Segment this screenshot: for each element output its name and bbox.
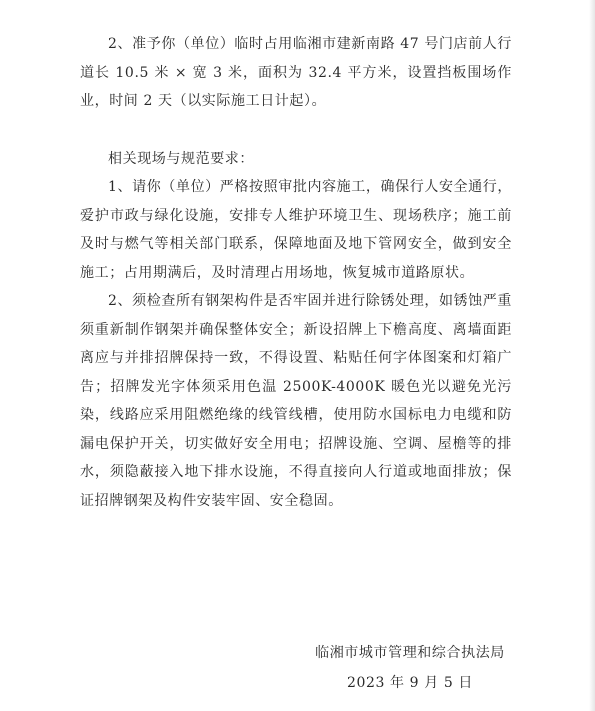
paragraph-spacer [80, 116, 512, 145]
permit-paragraph: 2、准予你（单位）临时占用临湘市建新南路 47 号门店前人行道长 10.5 米 × 宽 3 米，面积为 32.4 平方米，设置挡板围场作业，时间 2 天（以实际施工日计起）。 [80, 36, 512, 109]
issue-date: 2023 年 9 月 5 日 [346, 675, 474, 691]
requirement-item-1: 1、请你（单位）严格按照审批内容施工，确保行人安全通行，爱护市政与绿化设施，安排专人维护环境卫生、现场秩序；施工前及时与燃气等相关部门联系，保障地面及地下管网安全，做到安全施工；占用期满后，及时清理占用场地，恢复城市道路原状。 [80, 179, 512, 281]
page-edge [589, 0, 595, 711]
issuer-name: 临湘市城市管理和综合执法局 [315, 645, 505, 661]
document-body [80, 30, 512, 515]
requirement-item-2: 2、须检查所有钢架构件是否牢固并进行除锈处理，如锈蚀严重须重新制作钢架并确保整体安全；新设招牌上下檐高度、离墙面距离应与并排招牌保持一致，不得设置、粘贴任何字体图案和灯箱广告；招牌发光字体须采用色温 2500K-4000K 暖色光以避免光污染，线路应采用阻燃绝缘的线管线槽，使用防水国标电力电缆和防漏电保护开关，切实做好安全用电；招牌设施、空调、屋檐等的排水，须隐蔽接入地下排水设施，不得直接向人行道或地面排放；保证招牌钢架及构件安装牢固、安全稳固。 [80, 293, 512, 509]
signature-block [300, 638, 520, 698]
requirements-heading: 相关现场与规范要求： [108, 150, 254, 167]
